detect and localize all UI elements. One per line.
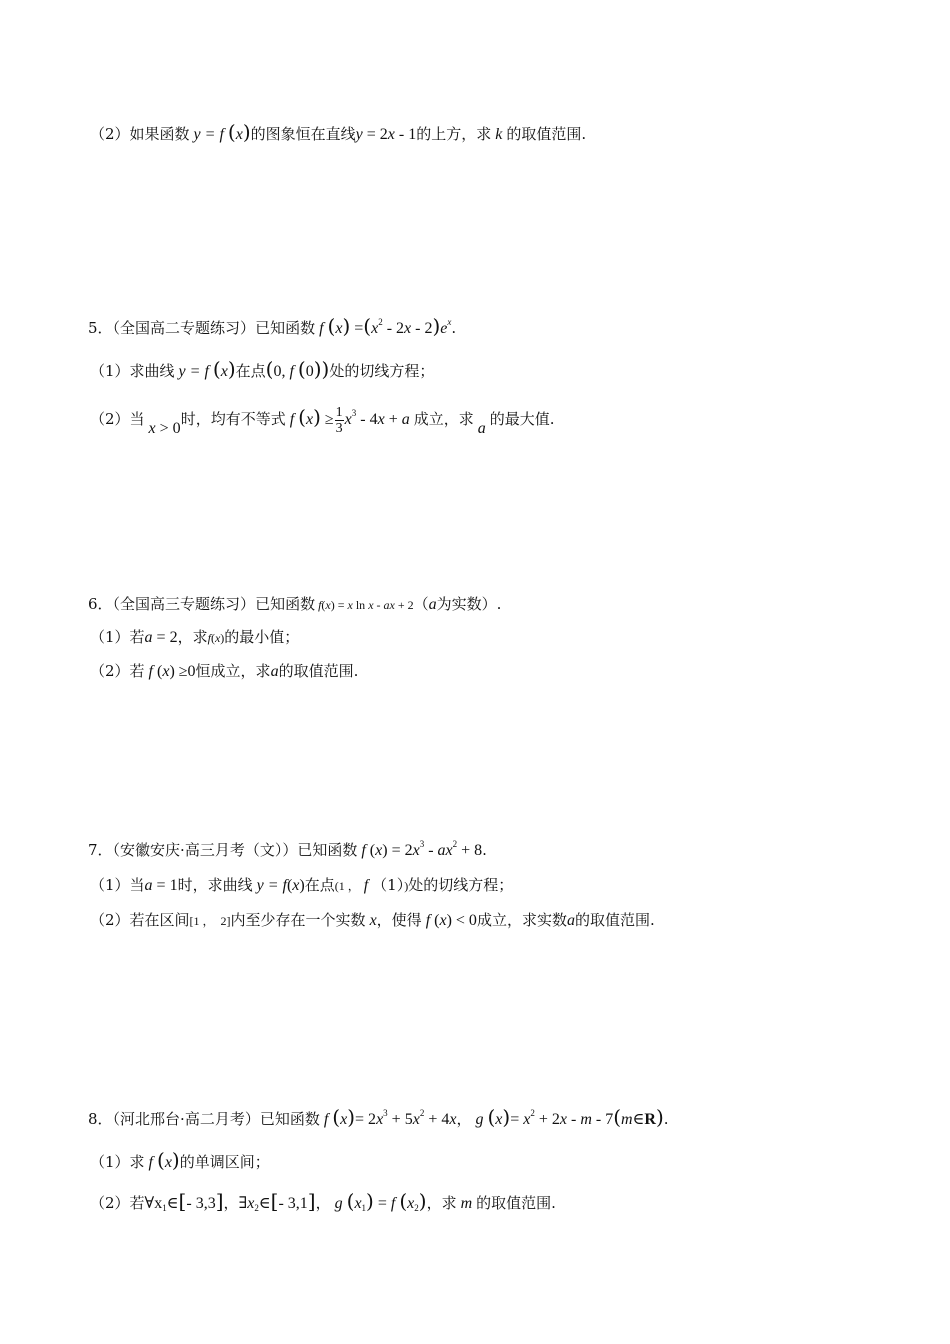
math-q8-gx: g $(x)= x^2 + 2x - m$ - 7(m∈R) — [471, 1105, 664, 1129]
q8-intro: 已知函数 — [259, 1110, 320, 1128]
q7-number: 7． — [88, 841, 113, 859]
q4-p2-text2: 的上方，求 — [416, 125, 492, 143]
q5-part2 — [0, 400, 950, 437]
math-interval-1-2: [1 ， 2] — [189, 914, 231, 928]
q7-p1-text2: 在点 — [304, 876, 335, 894]
q7-p2-text3: 成立，求实数 — [476, 911, 567, 929]
math-line-2x-1: y = 2x - 1 — [355, 126, 417, 143]
math-f: f — [359, 877, 373, 894]
q7-p1-label: （1）当 — [90, 876, 145, 894]
q6-p2-text1: 恒成立，求 — [195, 662, 271, 680]
q8-part2 — [0, 1184, 950, 1218]
q7-p1-text3: （1） — [372, 876, 405, 894]
math-fx-lt-0: f (x) < 0 — [421, 912, 477, 929]
q8-p2-text2: ， — [315, 1194, 331, 1212]
q7-p2-text1: 内至少存在一个实数 — [230, 911, 366, 929]
q8-end: . — [663, 1110, 669, 1128]
math-a-eq-1: a = 1 — [144, 877, 178, 894]
q6-p1-label: （1）若 — [90, 628, 145, 646]
math-q8-fx: f $(x)= 2x^3 + 5x^2 + 4x$ — [319, 1105, 457, 1129]
q5-source: （全国高二专题练习） — [112, 319, 256, 337]
q8-comma: ， — [456, 1110, 472, 1128]
q5-stem — [0, 309, 950, 343]
math-fx: f(x) — [207, 631, 225, 645]
q6-p1-text2: 的最小值； — [224, 628, 300, 646]
q5-part1 — [0, 352, 950, 386]
math-a-eq-2: a = 2 — [144, 629, 178, 646]
q7-p1-text4: 处的切线方程； — [408, 876, 514, 894]
q6-intro: 已知函数 — [255, 595, 316, 613]
q8-p1-text1: 的单调区间； — [179, 1153, 270, 1171]
q7-stem — [0, 833, 950, 867]
q5-p2-text3: 的最大值. — [489, 410, 555, 428]
q8-p1-label: （1）求 — [90, 1153, 145, 1171]
math-close-paren: ) — [404, 879, 409, 893]
math-q5-inequality: f (x) ≥ $\frac{1}{3}$ $x^3 - 4x + a$ — [285, 404, 414, 436]
q8-p2-text4: 的取值范围. — [476, 1194, 556, 1212]
math-exists-x2: $\exists x_2\in[-$ 3,1] — [238, 1189, 316, 1213]
q8-stem — [0, 1100, 950, 1134]
math-x-gt-0: x > 0 — [144, 420, 181, 437]
q5-end: . — [451, 319, 457, 337]
q8-p2-text1: ， — [223, 1194, 239, 1212]
q8-p2-label: （2）若 — [90, 1194, 145, 1212]
math-q7-function: f $(x) = 2x^3 - ax^2 + 8$ — [357, 839, 483, 859]
math-curve: y = f (x) — [174, 357, 236, 381]
q6-source: （全国高三专题练习） — [112, 595, 256, 613]
q6-text1: （ — [413, 595, 429, 613]
q7-part2 — [0, 903, 950, 937]
q5-p2-text1: 时，均有不等式 — [180, 410, 286, 428]
q7-source: （安徽安庆·高三月考（文）） — [112, 841, 298, 859]
q4-part2 — [0, 115, 950, 149]
q4-p2-text1: 的图象恒在直线 — [250, 125, 356, 143]
math-point-0-f0: (0, f (0)) — [265, 357, 330, 381]
q7-p1-text1: 时，求曲线 — [177, 876, 253, 894]
math-a: a — [566, 912, 575, 929]
math-q6-function: f(x) = x ln x - ax + 2 — [315, 598, 414, 612]
q6-p2-text2: 的取值范围. — [278, 662, 359, 680]
math-m: m — [456, 1195, 477, 1212]
math-gx1-eq-fx2: g $(x_1) = f$ $(x_2)$ — [330, 1189, 427, 1213]
q5-intro: 已知函数 — [255, 319, 316, 337]
q4-p2-text3: 的取值范围. — [506, 125, 587, 143]
math-a: a — [428, 596, 437, 613]
q6-stem — [0, 587, 950, 621]
q7-intro: 已知函数 — [297, 841, 358, 859]
q7-p2-label: （2）若在区间 — [90, 911, 190, 929]
q6-text2: 为实数）. — [436, 595, 502, 613]
math-x: x — [365, 912, 377, 929]
math-q5-function: f $(x) =(x^2 - 2x - 2)e^x$ — [315, 314, 452, 338]
q7-end: . — [482, 841, 487, 859]
q4-p2-label: （2）如果函数 — [90, 125, 190, 143]
math-forall-x1: $\forall x_1\in[-$ 3,3] — [144, 1189, 224, 1213]
q5-p2-label: （2）当 — [90, 410, 145, 428]
q6-p1-text1: ，求 — [177, 628, 208, 646]
q5-p1-label: （1）求曲线 — [90, 362, 175, 380]
math-fx: f (x) — [144, 1148, 180, 1172]
math-k: k — [491, 126, 507, 143]
q5-p2-text2: 成立，求 — [413, 410, 474, 428]
math-a: a — [270, 663, 279, 680]
q8-p2-text3: ，求 — [426, 1194, 457, 1212]
q8-number: 8． — [88, 1110, 113, 1128]
q5-p1-text2: 处的切线方程； — [329, 362, 435, 380]
q6-part1 — [0, 620, 950, 654]
q7-p2-text4: 的取值范围. — [574, 911, 655, 929]
q6-number: 6． — [88, 595, 113, 613]
math-curve: y = f(x) — [252, 877, 305, 894]
q8-part1 — [0, 1143, 950, 1177]
q7-part1 — [0, 868, 950, 902]
q6-p2-label: （2）若 — [90, 662, 145, 680]
math-y-eq-fx: y = f (x) — [189, 120, 251, 144]
math-a: a — [473, 420, 490, 437]
q7-p2-text2: ，使得 — [376, 911, 422, 929]
q8-source: （河北邢台·高二月考） — [112, 1110, 260, 1128]
math-fx-ge-0: f (x) ≥0 — [144, 663, 196, 680]
q6-part2 — [0, 654, 950, 688]
q5-p1-text1: 在点 — [235, 362, 266, 380]
math-point-1: (1 ， — [334, 879, 360, 893]
q5-number: 5． — [88, 319, 113, 337]
